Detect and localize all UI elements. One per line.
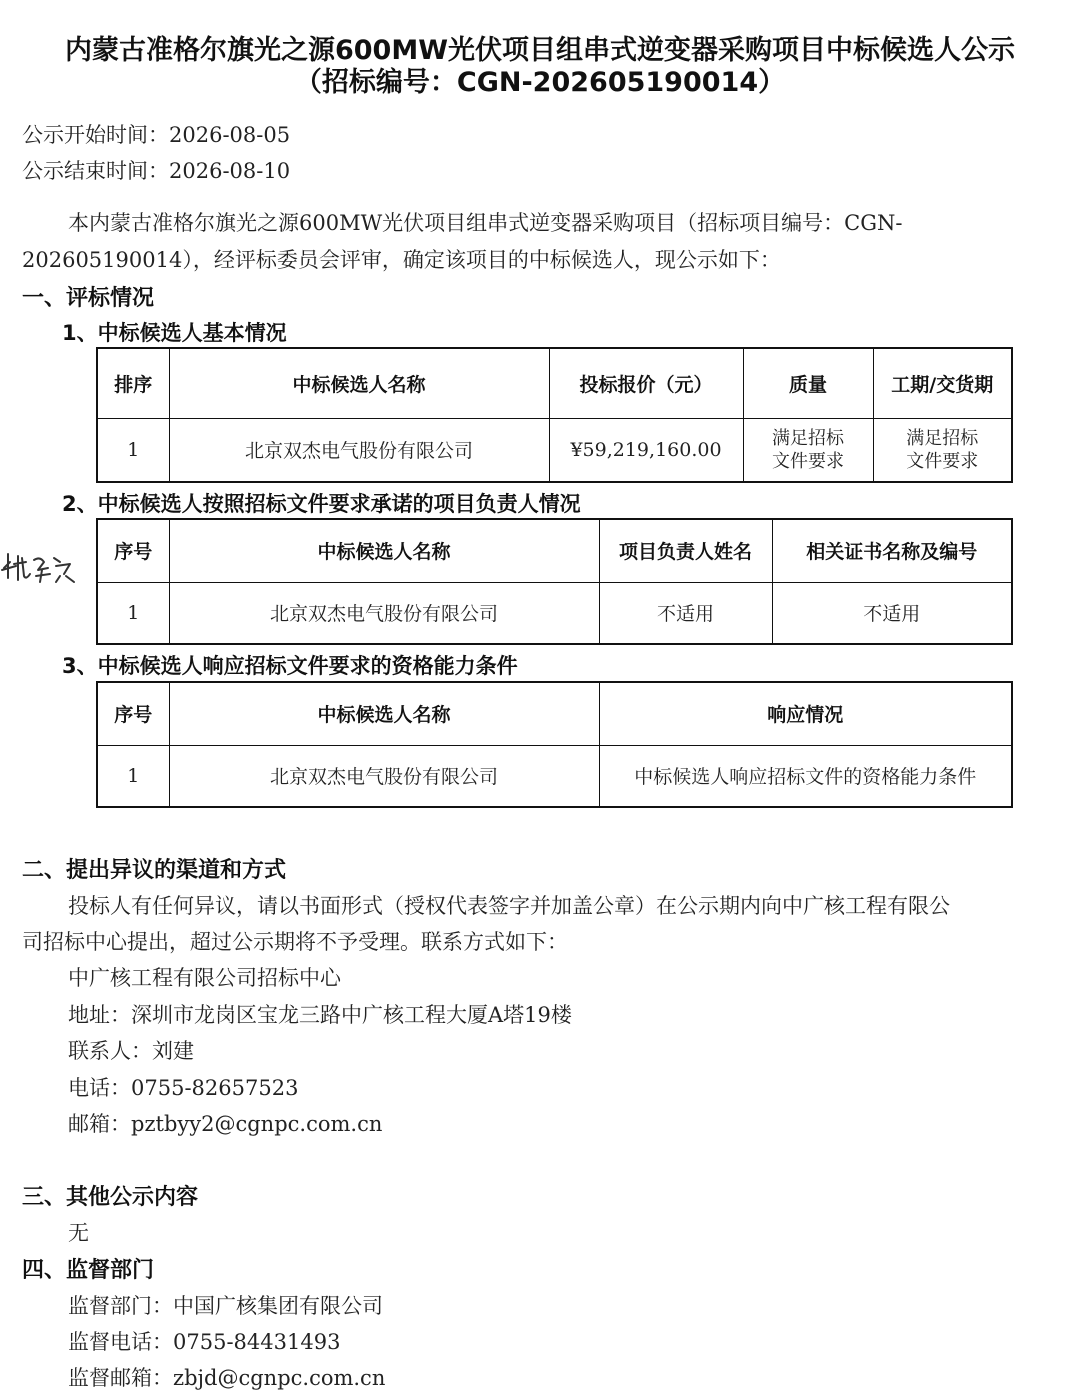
- notice-end-date: 公示结束时间：2026-08-10: [22, 159, 291, 183]
- header-candidate-name: 中标候选人名称: [169, 348, 549, 418]
- header-delivery-period: 工期/交货期: [873, 348, 1012, 418]
- contact-address: 地址：深圳市龙岗区宝龙三路中广核工程大厦A塔19楼: [68, 1003, 572, 1027]
- cell-response: 中标候选人响应招标文件的资格能力条件: [599, 745, 1012, 807]
- cell-period-line-1: 满足招标: [906, 427, 979, 449]
- contact-phone: 电话：0755-82657523: [68, 1076, 299, 1100]
- table-row: [97, 418, 1012, 482]
- contact-org: 中广核工程有限公司招标中心: [68, 966, 341, 990]
- cell-bid-price: ¥59,219,160.00: [549, 418, 743, 482]
- table-row: [97, 582, 1012, 644]
- header-candidate-name: 中标候选人名称: [169, 682, 599, 745]
- supervision-phone: 监督电话：0755-84431493: [68, 1330, 341, 1354]
- intro-line-1: 本内蒙古准格尔旗光之源600MW光伏项目组串式逆变器采购项目（招标项目编号：CGN-: [68, 211, 903, 235]
- qualification-table: [96, 681, 1013, 808]
- handwritten-signature: [0, 540, 80, 590]
- cell-rank: 1: [97, 418, 169, 482]
- supervision-email: 监督邮箱：zbjd@cgnpc.com.cn: [68, 1366, 386, 1390]
- cell-candidate-name: 北京双杰电气股份有限公司: [169, 418, 549, 482]
- cell-certificate: 不适用: [772, 582, 1012, 644]
- page-title: 内蒙古准格尔旗光之源600MW光伏项目组串式逆变器采购项目中标候选人公示: [64, 35, 1015, 66]
- cell-candidate-name: 北京双杰电气股份有限公司: [169, 582, 599, 644]
- cell-quality-line-1: 满足招标: [772, 427, 844, 449]
- subsection-basic-info-heading: 1、中标候选人基本情况: [62, 321, 287, 345]
- cell-manager-name: 不适用: [599, 582, 772, 644]
- header-manager-name: 项目负责人姓名: [599, 519, 772, 582]
- subsection-manager-heading: 2、中标候选人按照招标文件要求承诺的项目负责人情况: [62, 492, 581, 516]
- subsection-qualification-heading: 3、中标候选人响应招标文件要求的资格能力条件: [62, 654, 518, 678]
- supervision-dept: 监督部门：中国广核集团有限公司: [68, 1294, 383, 1318]
- section-objection-heading: 二、提出异议的渠道和方式: [22, 858, 287, 883]
- project-manager-table: [96, 518, 1013, 645]
- header-response: 响应情况: [599, 682, 1012, 745]
- header-bid-price: 投标报价（元）: [549, 348, 743, 418]
- cell-quality: [743, 418, 873, 482]
- header-serial-no: 序号: [97, 519, 169, 582]
- objection-para-line-2: 司招标中心提出，超过公示期将不予受理。联系方式如下：: [22, 930, 568, 954]
- header-candidate-name: 中标候选人名称: [169, 519, 599, 582]
- intro-line-2: 202605190014），经评标委员会评审，确定该项目的中标候选人，现公示如下：: [22, 248, 781, 272]
- notice-start-date: 公示开始时间：2026-08-05: [22, 123, 291, 147]
- table-row: [97, 745, 1012, 807]
- cell-serial-no: 1: [97, 745, 169, 807]
- section-evaluation-heading: 一、评标情况: [22, 286, 155, 311]
- cell-delivery-period: [873, 418, 1012, 482]
- cell-candidate-name: 北京双杰电气股份有限公司: [169, 745, 599, 807]
- header-rank: 排序: [97, 348, 169, 418]
- cell-quality-line-2: 文件要求: [772, 450, 844, 472]
- header-serial-no: 序号: [97, 682, 169, 745]
- contact-person: 联系人：刘建: [68, 1039, 194, 1063]
- bid-number: （招标编号：CGN-202605190014）: [294, 67, 786, 98]
- contact-email: 邮箱：pztbyy2@cgnpc.com.cn: [68, 1112, 383, 1136]
- candidate-basic-table: [96, 347, 1013, 483]
- cell-period-line-2: 文件要求: [906, 450, 979, 472]
- section-other-heading: 三、其他公示内容: [22, 1185, 199, 1210]
- other-content: 无: [68, 1221, 89, 1245]
- objection-para-line-1: 投标人有任何异议，请以书面形式（授权代表签字并加盖公章）在公示期内向中广核工程有限公: [68, 894, 950, 918]
- cell-serial-no: 1: [97, 582, 169, 644]
- section-supervision-heading: 四、监督部门: [22, 1258, 155, 1283]
- header-certificate: 相关证书名称及编号: [772, 519, 1012, 582]
- header-quality: 质量: [743, 348, 873, 418]
